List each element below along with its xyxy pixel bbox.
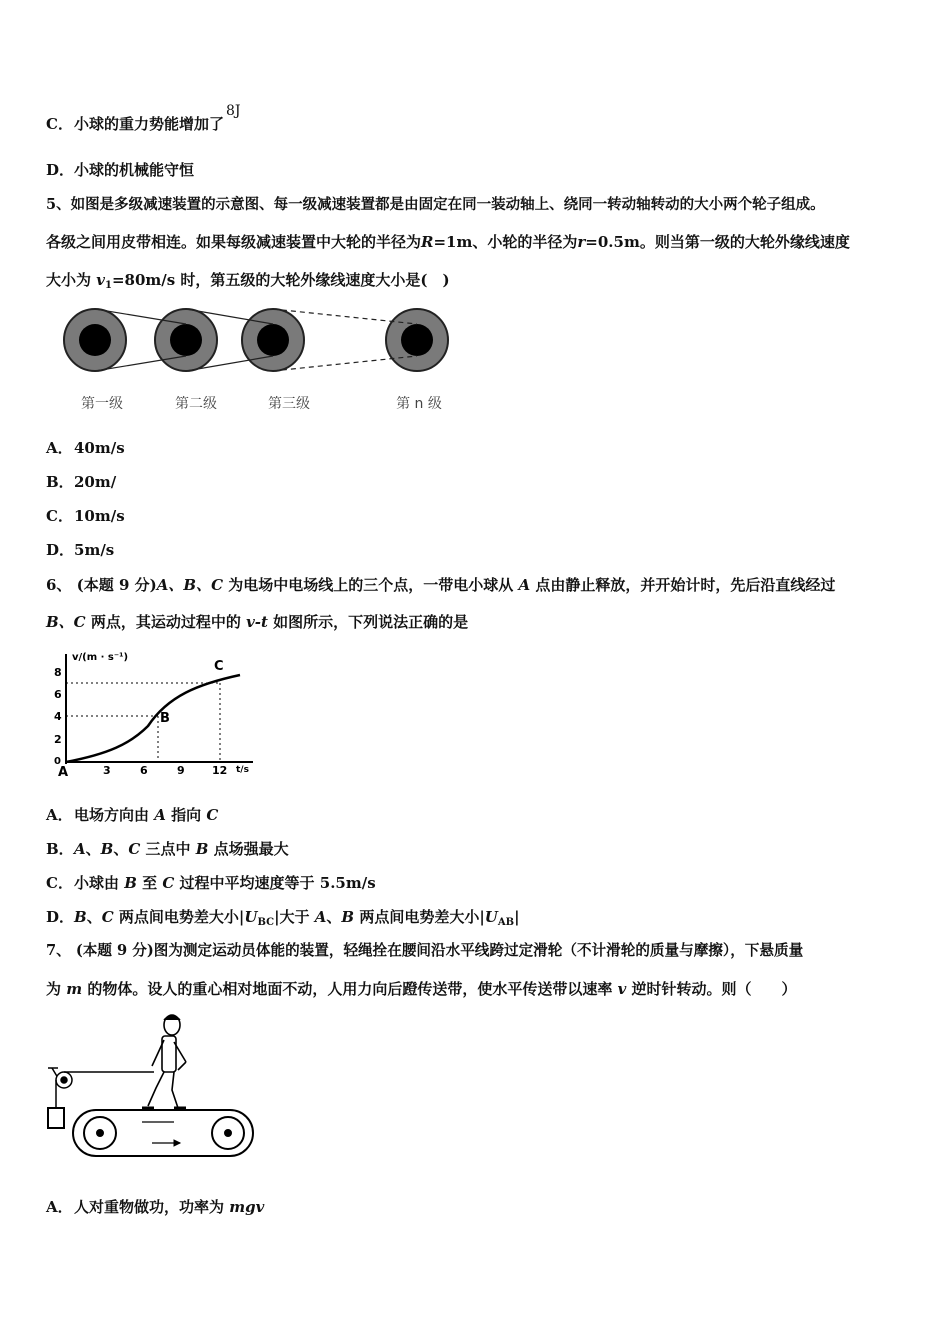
pulley	[48, 1068, 72, 1108]
y-tick-6: 6	[54, 688, 62, 701]
q7-stem-line2: 为 m 的物体。设人的重心相对地面不动，人用力向后蹬传送带，使水平传送带以速率 v 逆时针转动。则（ ）	[46, 980, 797, 998]
wheel-stage-2	[155, 309, 217, 371]
q5-stem-line2: 各级之间用皮带相连。如果每级减速装置中大轮的半径为R=1m、小轮的半径为r=0.5m。则当第一级的大轮外缘线速度	[46, 233, 850, 251]
option-text: 小球的重力势能增加了	[74, 115, 225, 133]
x-tick-12: 12	[212, 764, 228, 776]
hanging-weight	[48, 1108, 64, 1128]
q4-option-c	[46, 103, 241, 135]
option-label: C．	[46, 115, 73, 133]
q7-stem-line1: 7、 (本题 9 分)图为测定运动员体能的装置，轻绳拴在腰间沿水平线跨过定滑轮（不计滑轮的质量与摩擦），下悬质量	[46, 942, 804, 959]
wheel-stage-3	[242, 309, 304, 371]
stage-label-3: 第三级	[268, 396, 310, 412]
q6-option-b: B．A、B、C 三点中 B 点场强最大	[46, 840, 289, 858]
superscript-value: 8J	[226, 103, 241, 119]
y-tick-0: 0	[54, 756, 61, 767]
stage-label-n: 第 n 级	[396, 396, 442, 412]
point-a-label: A	[58, 765, 69, 776]
q4-option-d	[46, 160, 194, 180]
q5-option-b: B．20m/	[46, 473, 117, 491]
q6-option-c: C．小球由 B 至 C 过程中平均速度等于 5.5m/s	[46, 874, 376, 892]
y-tick-4: 4	[54, 710, 62, 723]
stage-label-2: 第二级	[175, 396, 217, 412]
option-label: D．	[46, 161, 75, 179]
q6-option-a: A．电场方向由 A 指向 C	[46, 806, 219, 824]
y-axis-label: v/(m · s⁻¹)	[72, 652, 129, 663]
q5-option-d: D．5m/s	[46, 541, 115, 559]
option-text: 小球的机械能守恒	[74, 161, 195, 179]
runner	[142, 1015, 186, 1108]
wheel-stage-n	[386, 309, 448, 371]
stage-label-1: 第一级	[81, 396, 123, 412]
q7-option-a: A．人对重物做功，功率为 mgv	[46, 1198, 265, 1216]
q5-stem-line1: 5、如图是多级减速装置的示意图、每一级减速装置都是由固定在同一装动轴上、绕同一转动轴转动的大小两个轮子组成。	[46, 196, 825, 213]
q5-stem-line3: 大小为 $v_1=80m/s$ 时，第五级的大轮外缘线速度大小是( )	[46, 271, 450, 291]
treadmill-figure	[44, 1010, 254, 1160]
q5-option-a: A．40m/s	[46, 439, 125, 457]
x-axis-label: t/s	[236, 765, 249, 775]
q5-option-c: C．10m/s	[46, 507, 125, 525]
q6-stem-line1: 6、 (本题 9 分)A、B、C 为电场中电场线上的三个点，一带电小球从 A 点由静止释放，并开始计时，先后沿直线经过	[46, 576, 836, 594]
x-tick-6: 6	[140, 764, 148, 776]
y-tick-2: 2	[54, 733, 62, 746]
q6-option-d: D．B、C 两点间电势差大小$|U_{BC}|$大于 A、B 两点间电势差大小$|U_{AB}|$	[46, 908, 520, 928]
y-tick-8: 8	[54, 666, 62, 679]
reduction-gear-figure	[55, 300, 465, 420]
wheel-stage-1	[64, 309, 126, 371]
vt-graph	[48, 646, 258, 776]
x-tick-9: 9	[177, 764, 185, 776]
vt-curve	[66, 675, 240, 762]
point-b-label: B	[160, 711, 170, 726]
x-tick-3: 3	[103, 764, 111, 776]
q6-stem-line2: B、C 两点，其运动过程中的 v-t 如图所示，下列说法正确的是	[46, 613, 469, 631]
conveyor-belt	[73, 1110, 253, 1156]
point-c-label: C	[214, 659, 224, 674]
